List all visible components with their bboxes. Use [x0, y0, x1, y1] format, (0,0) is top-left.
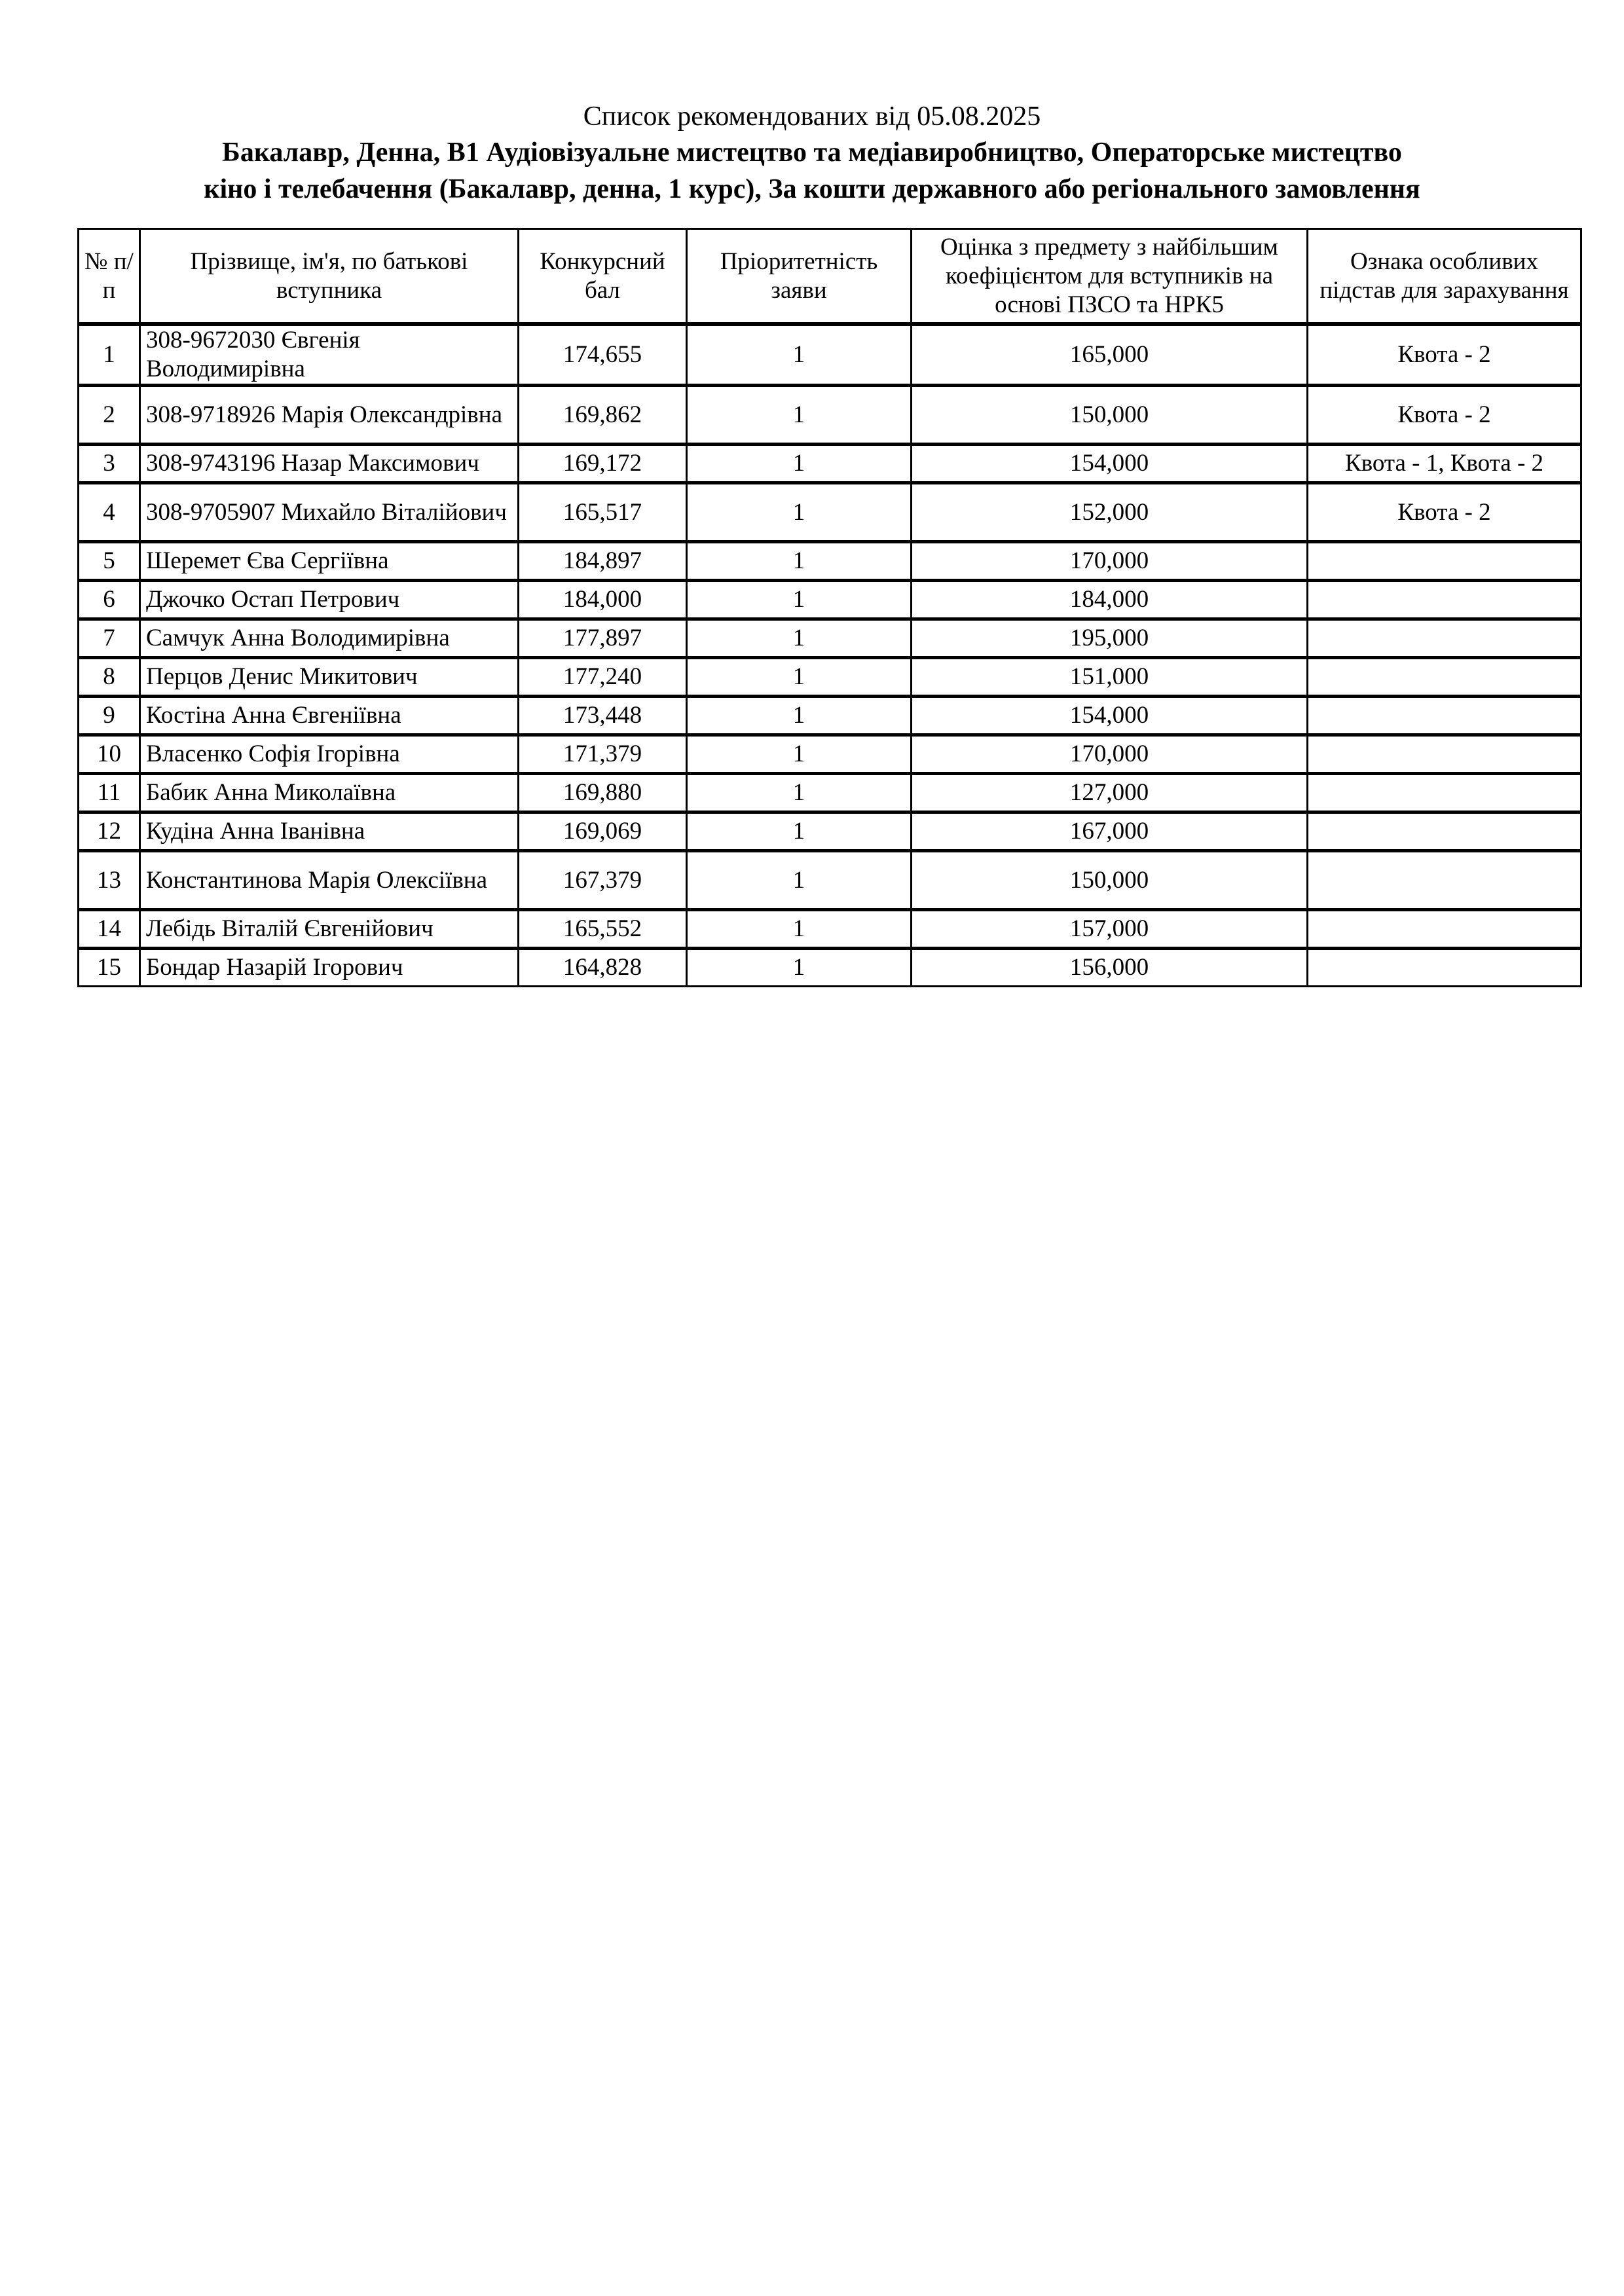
table-header-row [79, 229, 1581, 325]
recommended-list-table [77, 228, 1582, 987]
applicant-name: Шеремет Єва Сергіївна [140, 542, 519, 581]
special-grounds [1308, 910, 1581, 949]
row-number: 11 [79, 774, 140, 812]
subject-score: 184,000 [912, 581, 1308, 619]
subject-score: 167,000 [912, 812, 1308, 851]
program-title-line-1: Бакалавр, Денна, B1 Аудіовізуальне мистецтво та медіавиробництво, Операторське мистецтво [222, 137, 1402, 168]
competitive-score: 169,172 [519, 445, 687, 483]
competitive-score: 184,000 [519, 581, 687, 619]
competitive-score: 171,379 [519, 735, 687, 774]
table-row [79, 812, 1581, 851]
subject-score: 157,000 [912, 910, 1308, 949]
application-priority: 1 [687, 910, 912, 949]
competitive-score: 177,240 [519, 658, 687, 697]
row-number: 15 [79, 949, 140, 987]
applicant-name: Бондар Назарій Ігорович [140, 949, 519, 987]
application-priority: 1 [687, 812, 912, 851]
special-grounds [1308, 851, 1581, 910]
special-grounds: Квота - 2 [1308, 386, 1581, 445]
application-priority: 1 [687, 581, 912, 619]
applicant-name: Константинова Марія Олексіївна [140, 851, 519, 910]
competitive-score: 177,897 [519, 619, 687, 658]
applicant-name: Самчук Анна Володимирівна [140, 619, 519, 658]
special-grounds [1308, 697, 1581, 735]
row-number: 9 [79, 697, 140, 735]
application-priority: 1 [687, 949, 912, 987]
application-priority: 1 [687, 445, 912, 483]
table-row [79, 324, 1581, 386]
table-row [79, 949, 1581, 987]
subject-score: 154,000 [912, 697, 1308, 735]
application-priority: 1 [687, 619, 912, 658]
row-number: 10 [79, 735, 140, 774]
header-application-priority: Пріоритетність заяви [687, 229, 912, 325]
subject-score: 151,000 [912, 658, 1308, 697]
subject-score: 165,000 [912, 324, 1308, 386]
special-grounds [1308, 581, 1581, 619]
subject-score: 150,000 [912, 851, 1308, 910]
table-row [79, 386, 1581, 445]
row-number: 13 [79, 851, 140, 910]
subject-score: 127,000 [912, 774, 1308, 812]
applicant-name: Перцов Денис Микитович [140, 658, 519, 697]
header-full-name: Прізвище, ім'я, по батькові вступника [140, 229, 519, 325]
competitive-score: 174,655 [519, 324, 687, 386]
header-number: № п/п [79, 229, 140, 325]
applicant-name: Джочко Остап Петрович [140, 581, 519, 619]
applicant-name: Костіна Анна Євгеніївна [140, 697, 519, 735]
competitive-score: 184,897 [519, 542, 687, 581]
header-special-grounds: Ознака особливих підстав для зарахування [1308, 229, 1581, 325]
special-grounds [1308, 949, 1581, 987]
subject-score: 150,000 [912, 386, 1308, 445]
table-row [79, 581, 1581, 619]
competitive-score: 169,880 [519, 774, 687, 812]
subject-score: 170,000 [912, 735, 1308, 774]
row-number: 1 [79, 324, 140, 386]
row-number: 12 [79, 812, 140, 851]
applicant-name: Кудіна Анна Іванівна [140, 812, 519, 851]
application-priority: 1 [687, 851, 912, 910]
header-subject-score: Оцінка з предмету з найбільшим коефіцієнтом для вступників на основі ПЗСО та НРК5 [912, 229, 1308, 325]
table-row [79, 735, 1581, 774]
row-number: 6 [79, 581, 140, 619]
application-priority: 1 [687, 324, 912, 386]
row-number: 8 [79, 658, 140, 697]
competitive-score: 165,552 [519, 910, 687, 949]
subject-score: 170,000 [912, 542, 1308, 581]
competitive-score: 169,862 [519, 386, 687, 445]
row-number: 5 [79, 542, 140, 581]
subject-score: 195,000 [912, 619, 1308, 658]
competitive-score: 165,517 [519, 483, 687, 542]
table-row [79, 910, 1581, 949]
applicant-name: Лебідь Віталій Євгенійович [140, 910, 519, 949]
special-grounds [1308, 619, 1581, 658]
subject-score: 154,000 [912, 445, 1308, 483]
special-grounds [1308, 735, 1581, 774]
application-priority: 1 [687, 735, 912, 774]
application-priority: 1 [687, 697, 912, 735]
header-competitive-score: Конкурсний бал [519, 229, 687, 325]
application-priority: 1 [687, 658, 912, 697]
application-priority: 1 [687, 483, 912, 542]
row-number: 7 [79, 619, 140, 658]
competitive-score: 169,069 [519, 812, 687, 851]
row-number: 2 [79, 386, 140, 445]
applicant-name: Власенко Софія Ігорівна [140, 735, 519, 774]
table-row [79, 542, 1581, 581]
applicant-name: 308-9672030 Євгенія Володимирівна [140, 324, 519, 386]
special-grounds [1308, 774, 1581, 812]
application-priority: 1 [687, 542, 912, 581]
competitive-score: 167,379 [519, 851, 687, 910]
applicant-name: 308-9743196 Назар Максимович [140, 445, 519, 483]
table-row [79, 774, 1581, 812]
special-grounds: Квота - 2 [1308, 483, 1581, 542]
special-grounds [1308, 658, 1581, 697]
special-grounds [1308, 812, 1581, 851]
special-grounds [1308, 542, 1581, 581]
table-row [79, 658, 1581, 697]
table-row [79, 619, 1581, 658]
table-row [79, 851, 1581, 910]
subject-score: 152,000 [912, 483, 1308, 542]
document-title: Список рекомендованих від 05.08.2025 [583, 101, 1041, 132]
application-priority: 1 [687, 386, 912, 445]
table-row [79, 483, 1581, 542]
applicant-name: 308-9705907 Михайло Віталійович [140, 483, 519, 542]
special-grounds: Квота - 2 [1308, 324, 1581, 386]
program-title-line-2: кіно і телебачення (Бакалавр, денна, 1 курс), За кошти державного або регіонального замовлення [204, 174, 1420, 204]
table-row [79, 445, 1581, 483]
subject-score: 156,000 [912, 949, 1308, 987]
special-grounds: Квота - 1, Квота - 2 [1308, 445, 1581, 483]
competitive-score: 164,828 [519, 949, 687, 987]
application-priority: 1 [687, 774, 912, 812]
row-number: 4 [79, 483, 140, 542]
competitive-score: 173,448 [519, 697, 687, 735]
row-number: 14 [79, 910, 140, 949]
applicant-name: Бабик Анна Миколаївна [140, 774, 519, 812]
applicant-name: 308-9718926 Марія Олександрівна [140, 386, 519, 445]
row-number: 3 [79, 445, 140, 483]
table-row [79, 697, 1581, 735]
